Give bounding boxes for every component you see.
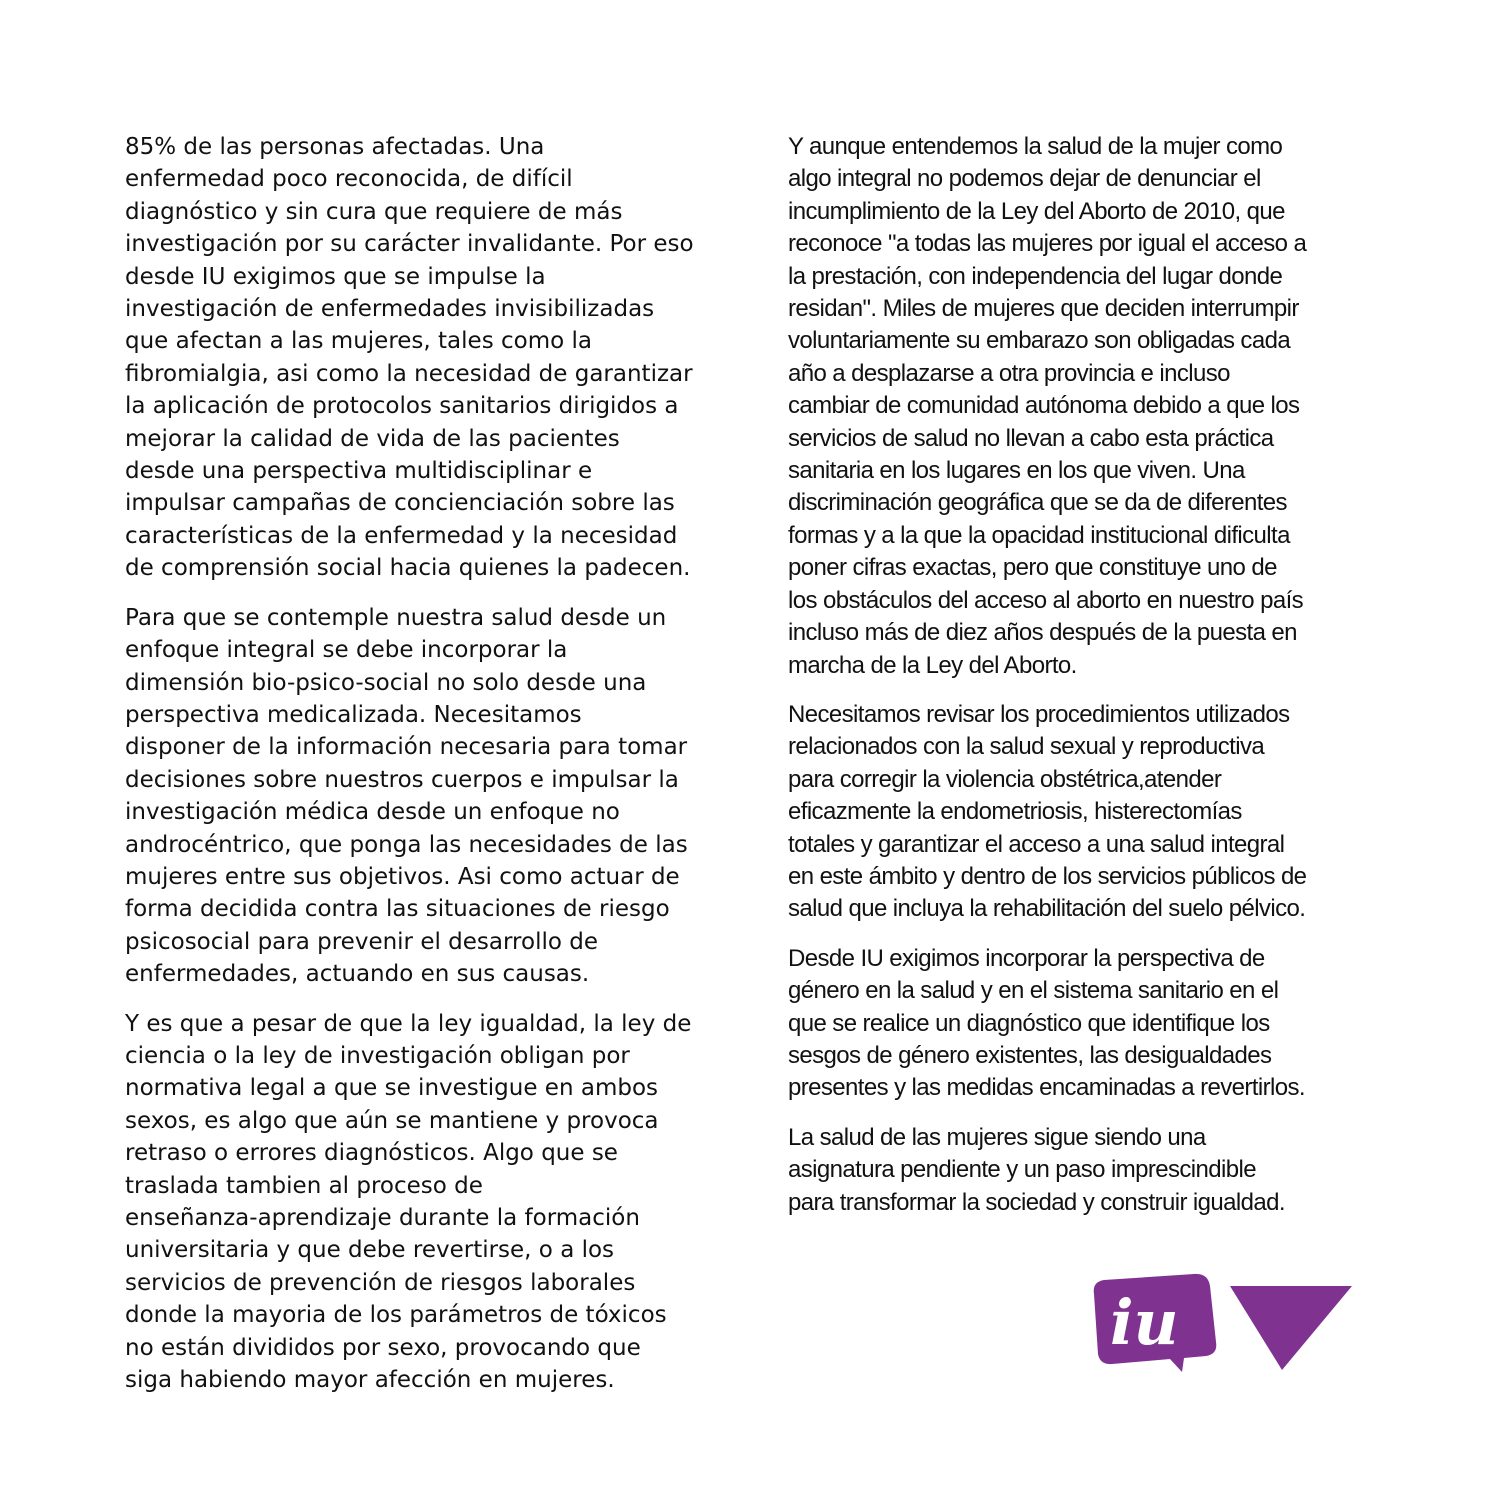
paragraph: Desde IU exigimos incorporar la perspectiva de género en la salud y en el sistema sanitario en el que se realice un diagnóstico que identifique los sesgos de género existentes, las desigualdades presentes y las medidas encaminadas a revertirlos. <box>788 944 1305 1102</box>
left-text-column <box>125 131 725 1413</box>
paragraph: Necesitamos revisar los procedimientos utilizados relacionados con la salud sexual y reproductiva para corregir la violencia obstétrica,atender eficazmente la endometriosis, histerectomías totales y garantizar el acceso a una salud integral en este ámbito y dentro de los servicios públicos de salud que incluya la rehabilitación del suelo pélvico. <box>788 700 1307 923</box>
logos <box>1088 1272 1353 1392</box>
triangle-icon <box>1230 1286 1352 1396</box>
iu-logo <box>1088 1272 1220 1372</box>
paragraph: Para que se contemple nuestra salud desde un enfoque integral se debe incorporar la dimensión bio-psico-social no solo desde una perspectiva medicalizada. Necesitamos disponer de la información necesaria para tomar decisiones sobre nuestros cuerpos e impulsar la investigación médica desde un enfoque no androcéntrico, que ponga las necesidades de las mujeres entre sus objetivos. Asi como actuar de forma decidida contra las situaciones de riesgo psicosocial para prevenir el desarrollo de enfermedades, actuando en sus causas. <box>125 604 688 988</box>
iu-logo-text: iu <box>1110 1286 1179 1359</box>
paragraph: 85% de las personas afectadas. Una enfermedad poco reconocida, de difícil diagnóstico y sin cura que requiere de más investigación por su carácter invalidante. Por eso desde IU exigimos que se impulse la investigación de enfermedades invisibilizadas que afectan a las mujeres, tales como la fibromialgia, asi como la necesidad de garantizar la aplicación de protocolos sanitarios dirigidos a mejorar la calidad de vida de las pacientes desde una perspectiva multidisciplinar e impulsar campañas de concienciación sobre las características de la enfermedad y la necesidad de comprensión social hacia quienes la padecen. <box>125 134 694 582</box>
paragraph: Y aunque entendemos la salud de la mujer como algo integral no podemos dejar de denunciar el incumplimiento de la Ley del Aborto de 2010, que reconoce "a todas las mujeres por igual el acceso a la prestación, con independencia del lugar donde residan". Miles de mujeres que deciden interrumpir voluntariamente su embarazo son obligadas cada año a desplazarse a otra provincia e incluso cambiar de comunidad autónoma debido a que los servicios de salud no llevan a cabo esta práctica sanitaria en los lugares en los que viven. Una discriminación geográfica que se da de diferentes formas y a la que la opacidad institucional dificulta poner cifras exactas, pero que constituye uno de los obstáculos del acceso al aborto en nuestro país incluso más de diez años después de la puesta en marcha de la Ley del Aborto. <box>788 133 1307 679</box>
paragraph: La salud de las mujeres sigue siendo una asignatura pendiente y un paso imprescindible para transformar la sociedad y construir igualdad. <box>788 1123 1285 1216</box>
paragraph: Y es que a pesar de que la ley igualdad, la ley de ciencia o la ley de investigación obligan por normativa legal a que se investigue en ambos sexos, es algo que aún se mantiene y provoca retraso o errores diagnósticos. Algo que se traslada tambien al proceso de enseñanza-aprendizaje durante la formación universitaria y que debe revertirse, o a los servicios de prevención de riesgos laborales donde la mayoria de los parámetros de tóxicos no están divididos por sexo, provocando que siga habiendo mayor afección en mujeres. <box>125 1010 692 1394</box>
right-text-column <box>788 131 1388 1236</box>
